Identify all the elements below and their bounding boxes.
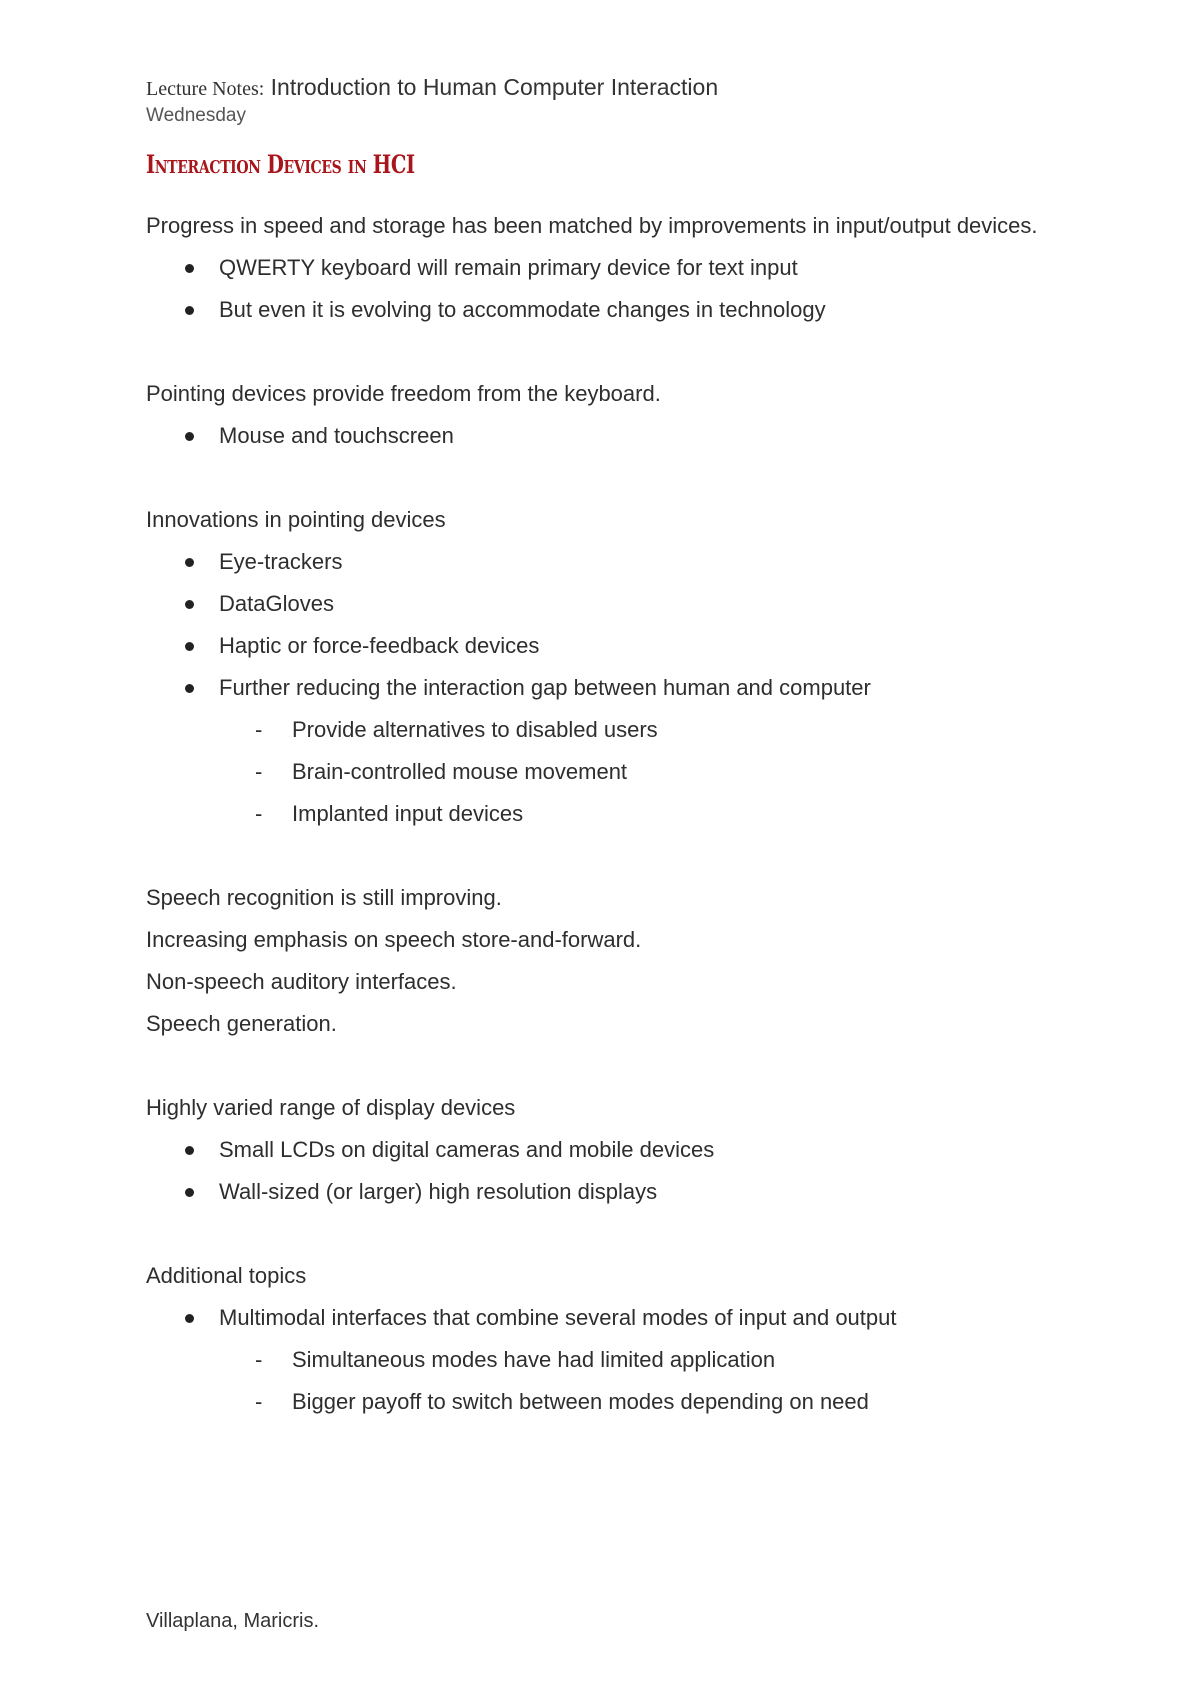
list-item [146,1171,1096,1213]
bullet-dot-icon [185,642,194,651]
list-item-text: Eye-trackers [219,549,343,574]
list-item-text: DataGloves [219,591,334,616]
list-item-text: QWERTY keyboard will remain primary device for text input [219,255,798,280]
bullet-list-innovations [146,541,1096,709]
page-footer-author: Villaplana, Maricris. [146,1610,320,1632]
list-item [146,583,1096,625]
dash-icon: - [255,1347,263,1372]
bullet-dot-icon [185,558,194,567]
list-item [146,247,1096,289]
list-item-text: Multimodal interfaces that combine several modes of input and output [219,1305,897,1330]
sub-list-multimodal [146,1339,1096,1423]
list-item-text: Further reducing the interaction gap between human and computer [219,675,871,700]
paragraph-speech-1: Speech recognition is still improving. [146,885,502,910]
list-item-text: Wall-sized (or larger) high resolution displays [219,1179,658,1204]
sub-list-item-text: Provide alternatives to disabled users [292,717,658,742]
page-header [146,72,1096,128]
dash-icon: - [255,801,263,826]
sub-list-item-text: Implanted input devices [292,801,524,826]
notes-body [146,205,1096,1423]
list-item [146,1297,1096,1339]
sub-list-item [146,709,1096,751]
blank-line [146,331,1096,373]
sub-list-item [146,793,1096,835]
dash-icon: - [255,759,263,784]
list-item [146,541,1096,583]
list-item-text: Small LCDs on digital cameras and mobile devices [219,1137,715,1162]
sub-list-item [146,1381,1096,1423]
header-course-title: Introduction to Human Computer Interaction [270,74,719,100]
bullet-dot-icon [185,432,194,441]
paragraph-speech-3: Non-speech auditory interfaces. [146,969,457,994]
bullet-list-displays [146,1129,1096,1213]
sub-list-item [146,1339,1096,1381]
list-item [146,667,1096,709]
sub-list-item-text: Simultaneous modes have had limited application [292,1347,776,1372]
list-item-text: Haptic or force-feedback devices [219,633,540,658]
bullet-dot-icon [185,1188,194,1197]
paragraph-speech-4: Speech generation. [146,1011,337,1036]
dash-icon: - [255,1389,263,1414]
bullet-dot-icon [185,684,194,693]
bullet-list-keyboard [146,247,1096,331]
list-item [146,415,1096,457]
bullet-dot-icon [185,1314,194,1323]
list-item-text: Mouse and touchscreen [219,423,454,448]
paragraph-io-progress: Progress in speed and storage has been matched by improvements in input/output devices. [146,213,1038,238]
blank-line [146,1045,1096,1087]
header-day: Wednesday [146,105,246,126]
sub-list-interaction-gap [146,709,1096,835]
list-item-text: But even it is evolving to accommodate changes in technology [219,297,826,322]
bullet-dot-icon [185,264,194,273]
bullet-dot-icon [185,600,194,609]
sub-list-item-text: Bigger payoff to switch between modes depending on need [292,1389,869,1414]
blank-line [146,835,1096,877]
header-prefix: Lecture Notes: [146,78,265,100]
bullet-dot-icon [185,306,194,315]
sub-list-item-text: Brain-controlled mouse movement [292,759,628,784]
bullet-list-additional [146,1297,1096,1339]
paragraph-speech-2: Increasing emphasis on speech store-and-forward. [146,927,642,952]
header-title-line [146,72,1096,104]
sub-list-item [146,751,1096,793]
blank-line [146,1213,1096,1255]
list-item [146,1129,1096,1171]
blank-line [146,457,1096,499]
list-item [146,625,1096,667]
paragraph-innovations: Innovations in pointing devices [146,507,446,532]
paragraph-display-devices: Highly varied range of display devices [146,1095,516,1120]
section-heading: Interaction Devices in HCI [146,150,415,179]
paragraph-pointing-devices: Pointing devices provide freedom from the keyboard. [146,381,661,406]
bullet-dot-icon [185,1146,194,1155]
dash-icon: - [255,717,263,742]
bullet-list-pointing [146,415,1096,457]
list-item [146,289,1096,331]
paragraph-additional-topics: Additional topics [146,1263,307,1288]
